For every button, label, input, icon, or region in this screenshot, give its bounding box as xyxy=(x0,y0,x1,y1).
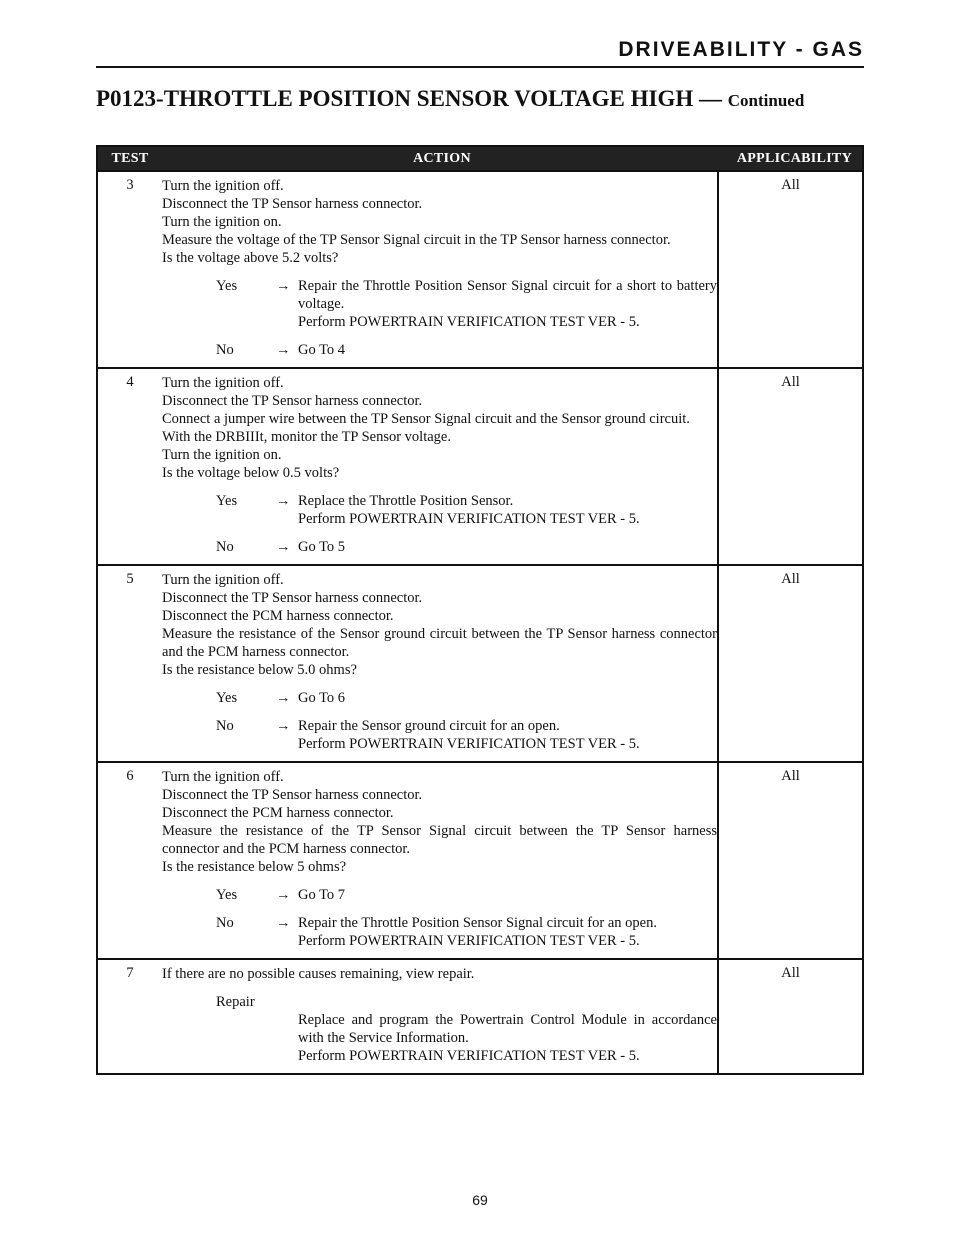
action-question: Is the resistance below 5.0 ohms? xyxy=(162,662,357,678)
yes-label: Yes xyxy=(216,690,238,706)
action-cell xyxy=(162,566,717,761)
outcome-no xyxy=(162,717,717,753)
header-rule xyxy=(96,66,864,68)
applicability-cell: All xyxy=(717,566,862,761)
action-step: Turn the ignition on. xyxy=(162,214,282,230)
repair-text: Replace and program the Powertrain Control Module in accordance with the Service Information. xyxy=(298,1012,717,1046)
outcome-text: Go To 7 xyxy=(298,887,346,903)
table-row xyxy=(98,170,862,367)
action-step: With the DRBIIIt, monitor the TP Sensor voltage. xyxy=(162,429,451,445)
page-title xyxy=(96,86,896,112)
yes-label: Yes xyxy=(216,887,238,903)
test-number: 3 xyxy=(126,177,134,193)
outcome-text: Perform POWERTRAIN VERIFICATION TEST VER - 5. xyxy=(298,933,640,949)
outcome-yes xyxy=(162,277,717,331)
action-step: Measure the voltage of the TP Sensor Signal circuit in the TP Sensor harness connector. xyxy=(162,232,671,248)
page-number: 69 xyxy=(472,1192,488,1208)
applicability-cell: All xyxy=(717,763,862,958)
outcome-yes xyxy=(162,886,717,904)
outcome-text: Repair the Throttle Position Sensor Signal circuit for a short to battery voltage. xyxy=(298,278,717,312)
applicability-cell: All xyxy=(717,172,862,367)
action-step: Turn the ignition off. xyxy=(162,769,284,785)
action-step: Turn the ignition off. xyxy=(162,375,284,391)
action-step: If there are no possible causes remaining, view repair. xyxy=(162,966,475,982)
applicability-cell: All xyxy=(717,369,862,564)
outcome-no xyxy=(162,538,717,556)
yes-label: Yes xyxy=(216,278,238,294)
column-header-test: TEST xyxy=(111,150,149,166)
outcome-yes xyxy=(162,492,717,528)
column-header-action: ACTION xyxy=(413,150,471,166)
outcome-text: Repair the Throttle Position Sensor Signal circuit for an open. xyxy=(298,915,657,931)
section-header: DRIVEABILITY - GAS xyxy=(618,38,864,61)
outcome-text: Go To 6 xyxy=(298,690,346,706)
outcome-text: Repair the Sensor ground circuit for an open. xyxy=(298,718,560,734)
table-row xyxy=(98,761,862,958)
page-title-continued: Continued xyxy=(727,91,805,110)
test-number: 6 xyxy=(126,768,134,784)
arrow-right-icon: → xyxy=(276,342,291,358)
action-step: Disconnect the TP Sensor harness connector. xyxy=(162,393,423,409)
action-cell xyxy=(162,172,717,367)
action-step: Disconnect the PCM harness connector. xyxy=(162,608,394,624)
outcome-text: Perform POWERTRAIN VERIFICATION TEST VER - 5. xyxy=(298,736,640,752)
diagnostic-table xyxy=(96,145,864,1075)
action-step: Disconnect the TP Sensor harness connector. xyxy=(162,787,423,803)
action-step: Turn the ignition off. xyxy=(162,178,284,194)
arrow-right-icon: → xyxy=(276,887,291,903)
no-label: No xyxy=(216,718,234,734)
action-question: Is the voltage above 5.2 volts? xyxy=(162,250,339,266)
action-cell xyxy=(162,960,717,1073)
arrow-right-icon: → xyxy=(276,915,291,931)
test-number: 4 xyxy=(126,374,134,390)
action-step: Measure the resistance of the TP Sensor Signal circuit between the TP Sensor harness connector and the PCM harness connector. xyxy=(162,823,717,857)
page-title-main: P0123-THROTTLE POSITION SENSOR VOLTAGE HIGH — xyxy=(96,86,723,111)
test-number: 7 xyxy=(126,965,134,981)
action-step: Turn the ignition on. xyxy=(162,447,282,463)
arrow-right-icon: → xyxy=(276,690,291,706)
action-step: Disconnect the PCM harness connector. xyxy=(162,805,394,821)
no-label: No xyxy=(216,915,234,931)
arrow-right-icon: → xyxy=(276,718,291,734)
outcome-text: Replace the Throttle Position Sensor. xyxy=(298,493,514,509)
action-step: Disconnect the TP Sensor harness connector. xyxy=(162,590,423,606)
outcome-text: Perform POWERTRAIN VERIFICATION TEST VER - 5. xyxy=(298,511,640,527)
action-cell xyxy=(162,763,717,958)
action-cell xyxy=(162,369,717,564)
table-row xyxy=(98,564,862,761)
test-number: 5 xyxy=(126,571,134,587)
action-step: Measure the resistance of the Sensor ground circuit between the TP Sensor harness connector and the PCM harness connector. xyxy=(162,626,717,660)
arrow-right-icon: → xyxy=(276,278,291,294)
action-step: Disconnect the TP Sensor harness connector. xyxy=(162,196,423,212)
outcome-text: Go To 4 xyxy=(298,342,346,358)
repair-text: Perform POWERTRAIN VERIFICATION TEST VER - 5. xyxy=(298,1048,640,1064)
repair-label: Repair xyxy=(216,994,255,1010)
outcome-no xyxy=(162,914,717,950)
action-question: Is the voltage below 0.5 volts? xyxy=(162,465,340,481)
outcome-yes xyxy=(162,689,717,707)
no-label: No xyxy=(216,342,234,358)
table-row xyxy=(98,367,862,564)
table-header xyxy=(98,147,862,170)
action-step: Connect a jumper wire between the TP Sensor Signal circuit and the Sensor ground circuit. xyxy=(162,411,690,427)
yes-label: Yes xyxy=(216,493,238,509)
table-row xyxy=(98,958,862,1073)
outcome-text: Go To 5 xyxy=(298,539,346,555)
outcome-text: Perform POWERTRAIN VERIFICATION TEST VER - 5. xyxy=(298,314,640,330)
action-step: Turn the ignition off. xyxy=(162,572,284,588)
no-label: No xyxy=(216,539,234,555)
column-header-applicability: APPLICABILITY xyxy=(736,150,852,166)
action-question: Is the resistance below 5 ohms? xyxy=(162,859,347,875)
arrow-right-icon: → xyxy=(276,539,291,555)
outcome-no xyxy=(162,341,717,359)
arrow-right-icon: → xyxy=(276,493,291,509)
applicability-cell: All xyxy=(717,960,862,1073)
